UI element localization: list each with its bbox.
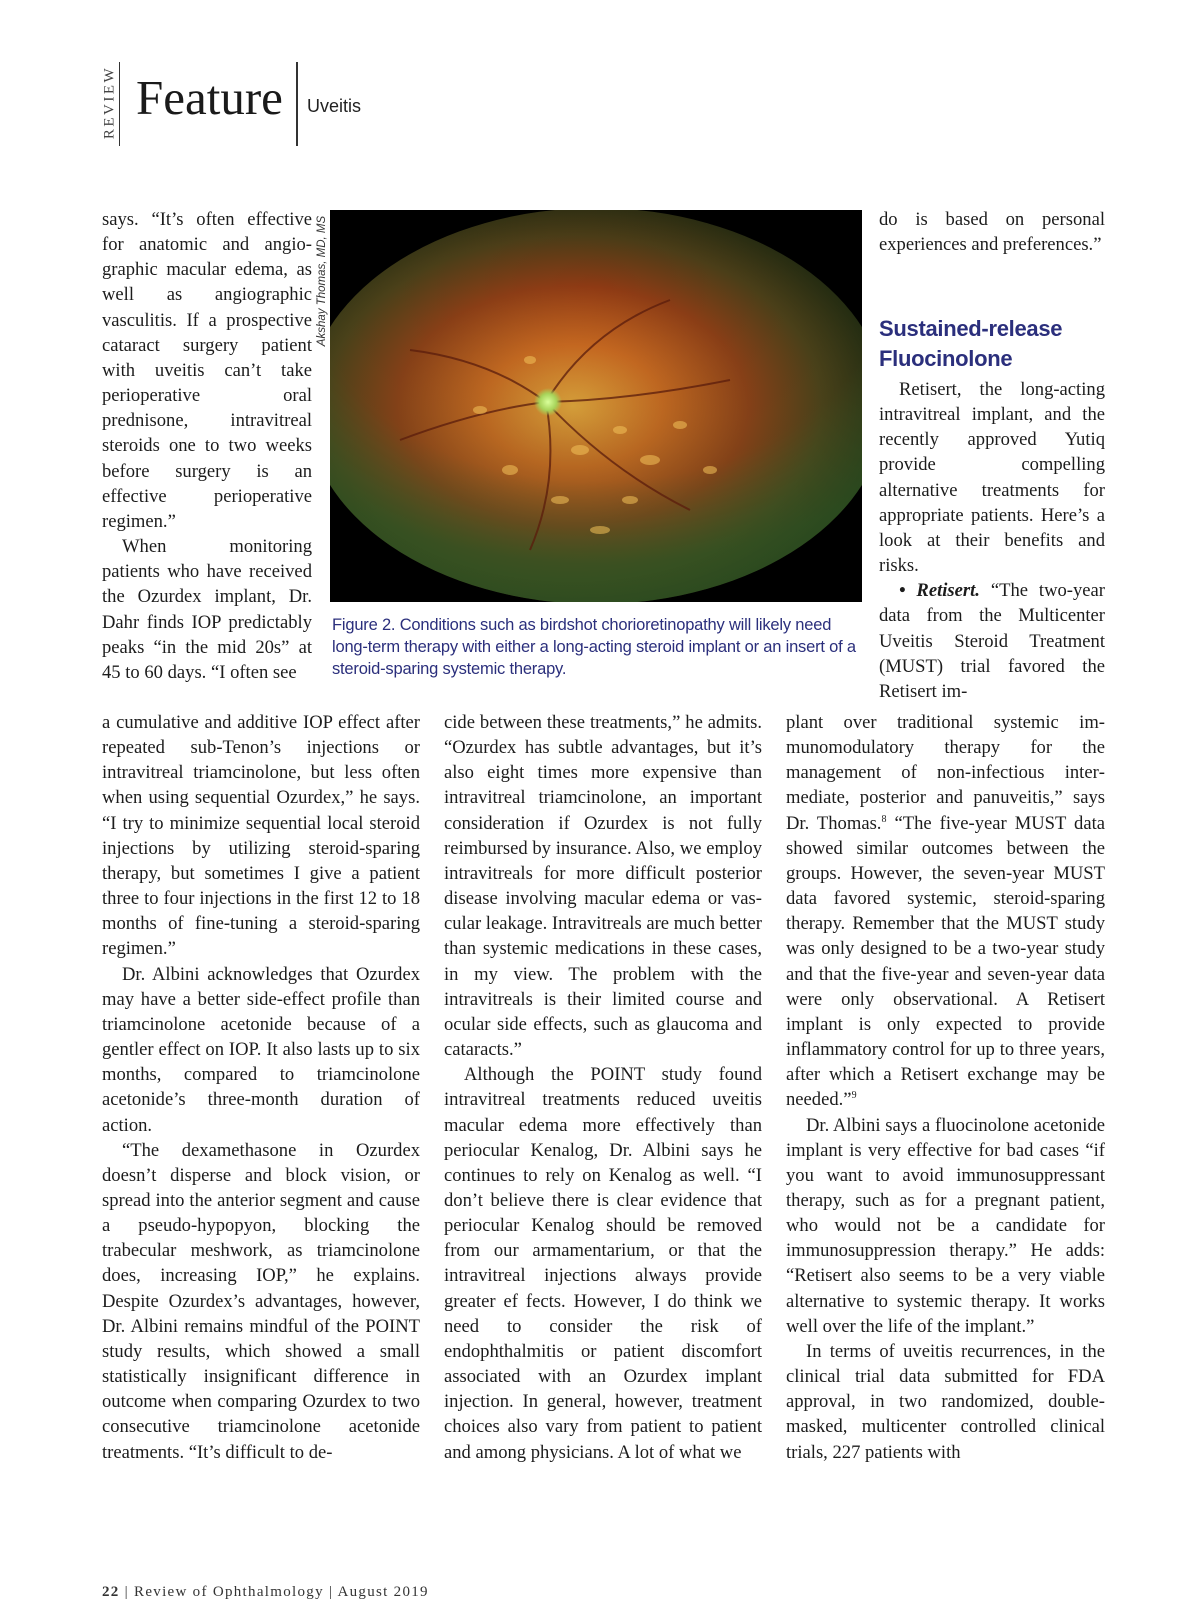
review-tab-label: REVIEW [101, 65, 118, 140]
review-tab [98, 62, 120, 146]
paragraph: Dr. Albini says a fluocinolone acetonide implant is very effective for bad cases “if you want to avoid immunosuppressant therapy, such as for a pregnant patient, who would not be a candidate for immunosuppression therapy.” He adds: “Retisert also seems to be a very viable alternative to systemic therapy. It works well over the life of the implant.” [786, 1114, 1105, 1337]
column-3-upper [879, 207, 1105, 257]
feature-title: Feature [136, 70, 283, 125]
paragraph: “The dexamethasone in Ozurdex doesn’t disperse and block vision, or spread into the anterior segment and cause a pseudo-hypopyon, blocking the trabecular meshwork, as triamcinolone does, increasing IOP,” he explains. Despite Ozurdex’s advantages, however, Dr. Albini remains mindful of the POINT study results, which showed a small statistically insignificant difference in outcome when comparing Ozurdex to two consecutive triamcinolone acetonide treatments. “It’s difficult to de- [102, 1139, 420, 1463]
paragraph: Dr. Albini acknowledges that Ozurdex may have a better side-effect profile than triamcinolone acetonide because of a gentler effect on IOP. It also lasts up to six months, compared to triamcinolone acetonide’s three-month duration of action. [102, 963, 420, 1136]
subheading: Sustained-release Fluocinolone [879, 316, 1063, 371]
photo-credit-text: Akshay Thomas, MD, MS [316, 215, 328, 347]
photo-credit [315, 212, 329, 352]
paragraph: a cumulative and additive IOP effect after repeated sub-Tenon’s injections or intravitreal triamcinolone, but less often when using sequential Ozurdex,” he says. “I try to minimize sequential local steroid injections by utilizing steroid-sparing therapy, but sometimes I give a patient three to four injections in the first 12 to 18 months of fine-tuning a steroid-sparing regimen.” [102, 712, 420, 960]
page-footer [102, 1584, 429, 1601]
paragraph: In terms of uveitis recurrences, in the clinical trial data submitted for FDA approval, in two randomized, double-masked, multicenter controlled clinical trials, 227 patients with [786, 1340, 1105, 1463]
paragraph: Retisert, the long-acting intravitreal implant, and the recently approved Yutiq provide compelling alternative treatments for appropriate patients. Here’s a look at their benefits and risks. [879, 379, 1105, 577]
page-number: 22 [102, 1584, 120, 1600]
paragraph: Although the POINT study found intravitreal treatments reduced uveitis macular edema more effectively than periocular Kenalog, Dr. Albini says he continues to rely on Kenalog as well. “I don’t believe there is clear evidence that periocular Kenalog should be removed from our armamentarium, or that the intravitreal injections always provide greater ef fects. However, I do think we need to consider the risk of endophthalmitis or patient discomfort associated with an Ozurdex implant injection. In general, however, treatment choices also vary from patient to patient and among physicians. A lot of what we [444, 1064, 762, 1463]
paragraph [879, 578, 1105, 704]
column-1-upper [102, 207, 312, 685]
fundus-photo-image [330, 210, 862, 602]
paragraph: do is based on personal experiences and preferences.” [879, 209, 1105, 256]
citation: 9 [851, 1090, 857, 1102]
figure-caption: Figure 2. Conditions such as birdshot chorioretinopathy will likely need long-term therapy with either a long-acting steroid implant or an insert of a steroid-sparing systemic therapy. [332, 616, 856, 678]
header-divider [296, 62, 298, 146]
column-2 [444, 710, 762, 1465]
footer-text: | Review of Ophthalmology | August 2019 [119, 1584, 429, 1600]
paragraph-text: “The two-year data from the Multicenter Uveitis Steroid Treatment (MUST) trial favored the Retisert im- [879, 580, 1105, 702]
paragraph [786, 710, 1105, 1113]
paragraph: says. “It’s often effective for anatomic and angiographic macular edema, as well as angiographic vasculitis. If a prospective cataract surgery patient with uveitis can’t take perioperative oral prednisone, intravitreal steroids one to two weeks before surgery is an effective perioperative regimen.” [102, 209, 312, 532]
column-3-lower [786, 710, 1105, 1465]
paragraph: When monitoring patients who have received the Ozurdex implant, Dr. Dahr finds IOP predictably peaks “in the mid 20s” at 45 to 60 days. “I often see [102, 536, 312, 683]
citation: 8 [881, 813, 887, 825]
retisert-lead: • Retisert. [899, 580, 980, 602]
section-label: Uveitis [307, 96, 362, 116]
column-3-upper-body [879, 377, 1105, 704]
column-1-lower [102, 710, 420, 1465]
paragraph-text: “The five-year MUST data showed similar outcomes between the groups. However, the seven-year MUST data favored systemic, steroid-sparing therapy. Remember that the MUST study was only designed to be a two-year study and that the five-year and seven-year data were only observational. A Retisert implant is only expected to provide inflammatory control for up to three years, after which a Retisert exchange may be needed.” [786, 812, 1106, 1111]
paragraph-text: plant over traditional systemic immunomodulatory therapy for the management of non-infectious intermediate, posterior and panuveitis,” says Dr. Thomas. [786, 712, 1105, 834]
paragraph: cide between these treatments,” he admits. “Ozurdex has subtle advantages, but it’s also eight times more expensive than intravitreal triamcinolone, an important consideration if Ozurdex is not fully reimbursed by insurance. Also, we employ intravitreals for more difficult posterior disease involving macular edema or vascular leakage. Intravitreals are much better than systemic medications in these cases, in my view. The problem with the intravitreals is their limited course and ocular side effects, such as glaucoma and cataracts.” [444, 712, 762, 1061]
fundus-photo [330, 210, 862, 602]
